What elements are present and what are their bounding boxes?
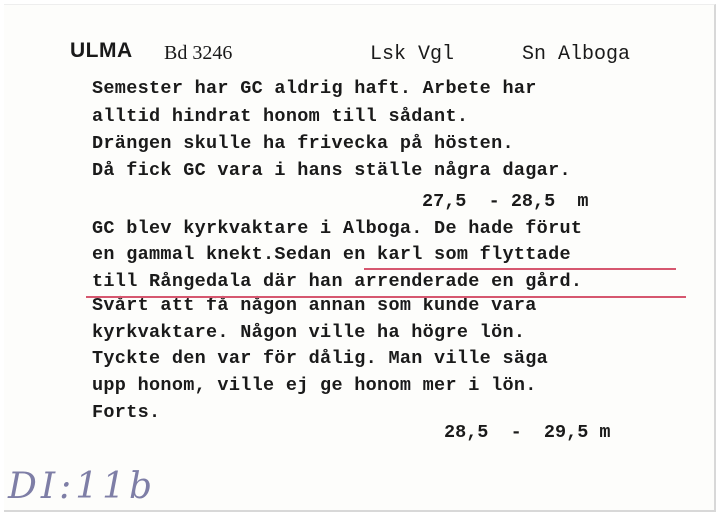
- text-line: upp honom, ville ej ge honom mer i lön.: [92, 375, 537, 396]
- page-range-second: 28,5 - 29,5 m: [444, 422, 611, 443]
- text-line: Semester har GC aldrig haft. Arbete har: [92, 78, 537, 99]
- text-line: till Rångedala där han arrenderade en gård.: [92, 271, 583, 292]
- page-range-first: 27,5 - 28,5 m: [422, 191, 589, 212]
- text-line: Forts.: [92, 402, 161, 423]
- underline-rule: [86, 296, 686, 298]
- text-line: Drängen skulle ha frivecka på hösten.: [92, 133, 514, 154]
- text-line: Då fick GC vara i hans ställe några dagar.: [92, 160, 571, 181]
- underline-rule: [364, 268, 676, 270]
- text-line: alltid hindrat honom till sådant.: [92, 106, 469, 127]
- volume-number: Bd 3246: [164, 42, 233, 64]
- text-line: GC blev kyrkvaktare i Alboga. De hade förut: [92, 218, 583, 239]
- archive-card: [4, 4, 716, 512]
- province-label: Lsk Vgl: [370, 43, 455, 66]
- text-line: Tyckte den var för dålig. Man ville säga: [92, 348, 549, 369]
- archive-signature: DI:11b: [8, 466, 157, 507]
- text-line: kyrkvaktare. Någon ville ha högre lön.: [92, 322, 526, 343]
- text-line: Svårt att få någon annan som kunde vara: [92, 295, 537, 316]
- parish-label: Sn Alboga: [522, 43, 631, 66]
- archive-name: ULMA: [70, 39, 133, 62]
- text-line: en gammal knekt.Sedan en karl som flyttade: [92, 244, 571, 265]
